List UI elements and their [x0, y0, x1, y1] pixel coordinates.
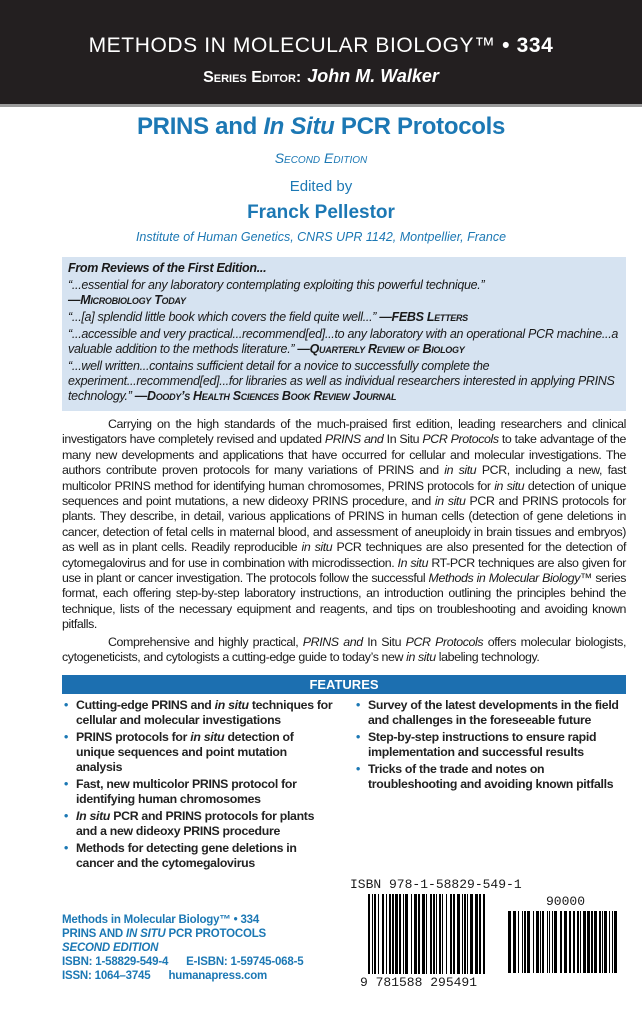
reviews-box [62, 257, 626, 411]
barcode-bar [583, 911, 586, 973]
text-segment: Carrying on the high standards of the much-praised first edition, leading researchers and clinical investigators have completely revised and updated [62, 417, 626, 447]
review-quote [68, 327, 620, 357]
text-segment: in situ [494, 478, 525, 493]
text-segment: PRINS and [302, 634, 363, 649]
text-segment: Comprehensive and highly practical, [108, 634, 303, 649]
text-segment: series format, each offering step-by-step laboratory instructions, an introduction outlining the principles behind the technique, lists of the necessary equipment and reagents, and tips on troubleshooting and avoiding known pitfalls. [62, 571, 626, 632]
barcode-bar [483, 894, 485, 974]
barcode-isbn: ISBN 978-1-58829-549-1 [350, 876, 522, 892]
features-left [62, 698, 334, 873]
text-segment: Fast, new multicolor PRINS protocol for identifying human chromosomes [76, 776, 297, 806]
review-quote [68, 278, 620, 308]
info-title [62, 927, 303, 941]
barcode-ean-digits: 9 781588 295491 [360, 974, 478, 990]
barcode-bar [399, 894, 401, 974]
barcode-bar [549, 911, 550, 973]
review-source: —FEBS Letters [379, 310, 468, 324]
barcode-bar [533, 911, 534, 973]
text-segment: offers molecular biologists, cytogeneticists, and cytologists a cutting-edge guide to today’s new [62, 634, 626, 665]
barcode-price-code: 90000 [546, 893, 586, 909]
info-issn: ISSN: 1064–3745 [62, 969, 151, 982]
book-title [0, 113, 642, 141]
barcode-bar [475, 894, 478, 974]
barcode-bar [599, 911, 601, 973]
barcode-bar [513, 911, 516, 973]
text-segment: Tricks of the trade and notes on troubleshooting and avoiding known pitfalls [368, 761, 614, 791]
series-title: METHODS IN MOLECULAR BIOLOGY™ [88, 34, 496, 57]
bottom-area [62, 877, 626, 993]
text-segment: PCR techniques are also presented for the detection of cytomegalovirus and for use in combination with microdissection. [62, 540, 626, 570]
barcode-bar [540, 911, 541, 973]
barcode-bar [389, 894, 391, 974]
barcode-bar [542, 911, 544, 973]
volume-editor: Franck Pellestor [247, 202, 395, 223]
text-segment: to take advantage of the many new developments and applications that have occurred for cellular and molecular investigations. The authors contribute proven protocols for many variations of PRINS and [62, 432, 626, 478]
text-segment: In situ [76, 808, 111, 823]
price-barcode [508, 911, 620, 973]
title-part: In Situ [263, 113, 335, 140]
features-lists [62, 698, 626, 873]
barcode-bar [594, 911, 597, 973]
title-part: PRINS and [136, 113, 264, 140]
text-segment: PCR Protocols [405, 634, 484, 649]
feature-item [354, 698, 626, 728]
text-segment: RT-PCR techniques are also given for use in plant or cancer investigation. The protocols follow the successful [62, 555, 626, 586]
series-editor-label: Series Editor: [203, 69, 302, 86]
barcode-bar [467, 894, 468, 974]
barcode-bar [439, 894, 441, 974]
series-editor-name: John M. Walker [307, 66, 439, 86]
barcode-bar [403, 894, 404, 974]
barcode-bar [587, 911, 590, 973]
barcode-bar [414, 894, 417, 974]
info-isbn: ISBN: 1-58829-549-4 [62, 955, 169, 968]
review-quote [68, 359, 620, 404]
text-segment: labeling technology. [435, 650, 540, 665]
features-heading: FEATURES [62, 675, 626, 694]
barcode-bar [382, 894, 384, 974]
barcode-bar [418, 894, 420, 974]
review-quote [68, 310, 620, 325]
barcode-bar [518, 911, 519, 973]
barcode-bar [573, 911, 575, 973]
barcode-block [346, 877, 626, 993]
barcode-bar [527, 911, 530, 973]
text-segment: techniques for cellular and molecular investigations [76, 697, 333, 727]
barcode-bar [462, 894, 463, 974]
info-eisbn: E-ISBN: 1-59745-068-5 [186, 955, 304, 968]
barcode-bar [374, 894, 376, 974]
barcode-bar [405, 894, 408, 974]
feature-item [62, 698, 334, 728]
edition: Second Edition [274, 150, 368, 166]
barcode-bar [422, 894, 425, 974]
reviews-heading: From Reviews of the First Edition... [68, 261, 267, 275]
barcode-bar [378, 894, 379, 974]
book-info [62, 913, 303, 983]
review-source: —Quarterly Review of Biology [297, 342, 465, 356]
text-segment: PCR, including a new, fast multicolor PRINS method for identifying human chromosomes, PRINS protocols for [62, 463, 626, 493]
barcode-bar [609, 911, 610, 973]
barcode-bar [430, 894, 432, 974]
info-title-part: PRINS AND [62, 927, 127, 940]
barcode-bar [479, 894, 481, 974]
volume-number: 334 [516, 34, 554, 57]
text-segment: Survey of the latest developments in the field and challenges in the foreseeable future [368, 697, 619, 727]
editor-affiliation: Institute of Human Genetics, CNRS UPR 1142, Montpellier, France [135, 230, 507, 244]
feature-item [354, 730, 626, 760]
title-part: PCR Protocols [334, 113, 506, 140]
text-segment: Cutting-edge PRINS and [76, 697, 215, 712]
review-text: “...accessible and very practical...recommend[ed]...to any laboratory with an operational PCR machine...a valuable addition to the methods literature.” [68, 327, 619, 356]
barcode-bar [536, 911, 539, 973]
barcode-bar [552, 911, 553, 973]
barcode-bar [436, 894, 437, 974]
description [62, 417, 626, 666]
barcode-bar [450, 894, 452, 974]
barcode-bar [433, 894, 435, 974]
barcode-bar [386, 894, 387, 974]
barcode-bar [604, 911, 607, 973]
review-text: “...essential for any laboratory contemplating exploiting this powerful technique.” [68, 278, 485, 292]
review-text: “...[a] splendid little book which covers the field quite well...” [68, 310, 377, 324]
barcode-bar [508, 911, 511, 973]
ean-barcode [368, 894, 488, 974]
text-segment: in situ [190, 729, 225, 744]
text-segment: PCR Protocols [422, 432, 499, 447]
text-segment: In Situ [383, 432, 423, 447]
text-segment: In situ [397, 555, 429, 570]
info-title-part: IN SITU [126, 927, 166, 940]
text-segment: in situ [444, 463, 477, 478]
barcode-bar [612, 911, 613, 973]
text-segment: detection of unique sequences and point mutation analysis [76, 729, 294, 774]
description-paragraph [62, 417, 626, 633]
barcode-bar [368, 894, 370, 974]
text-segment: Methods in Molecular Biology™ [428, 571, 593, 586]
features-right [354, 698, 626, 873]
review-source: —Microbiology Today [68, 293, 186, 307]
barcode-bar [580, 911, 581, 973]
info-edition: SECOND EDITION [62, 941, 159, 954]
cover-content [62, 257, 626, 993]
text-segment: detection of unique sequences and point mutations, a new dideoxy PRINS procedure, and [62, 478, 626, 509]
feature-item [62, 730, 334, 775]
feature-item [354, 762, 626, 792]
barcode-bar [564, 911, 567, 973]
text-segment: PRINS protocols for [76, 729, 191, 744]
barcode-bar [426, 894, 427, 974]
barcode-bar [372, 894, 373, 974]
series-name [0, 34, 642, 58]
barcode-bar [395, 894, 398, 974]
barcode-bar [524, 911, 526, 973]
series-separator: • [495, 34, 517, 57]
feature-item [62, 777, 334, 807]
barcode-bar [547, 911, 548, 973]
review-text: “...well written...contains sufficient detail for a novice to successfully complete the experiment...recommend[ed]...for libraries as well as individual researchers interested in applying PRINS technology.” [68, 359, 615, 403]
info-website: humanapress.com [168, 969, 268, 982]
text-segment: In Situ [362, 634, 406, 649]
series-editor [0, 66, 642, 87]
barcode-bar [560, 911, 562, 973]
barcode-bar [591, 911, 593, 973]
text-segment: PCR and PRINS protocols for plants and a new dideoxy PRINS procedure [76, 808, 315, 838]
barcode-bar [442, 894, 443, 974]
barcode-bar [569, 911, 571, 973]
feature-item [62, 841, 334, 871]
barcode-bar [554, 911, 557, 973]
barcode-bar [522, 911, 523, 973]
barcode-bar [464, 894, 466, 974]
barcode-bar [453, 894, 455, 974]
text-segment: Methods for detecting gene deletions in cancer and the cytomegalovirus [76, 840, 297, 870]
feature-item [62, 809, 334, 839]
barcode-bar [411, 894, 412, 974]
barcode-bar [457, 894, 460, 974]
text-segment: PCR and PRINS protocols for plants. They describe, in detail, various applications of PRINS in human cells (detection of gene deletions in cancer, detection of fetal cells in maternal blood, and assessment of aneuploidy in brain tissues and embryos) as well as in plant cells. Readily reproducible [62, 494, 626, 555]
review-source: —Doody’s Health Sciences Book Review Journal [134, 389, 397, 403]
series-header [0, 0, 642, 107]
barcode-bar [602, 911, 603, 973]
description-paragraph [62, 635, 626, 666]
text-segment: Step-by-step instructions to ensure rapid implementation and successful results [368, 729, 597, 759]
info-title-part: PCR PROTOCOLS [165, 927, 267, 940]
text-segment: in situ [434, 494, 466, 509]
barcode-bar [470, 894, 473, 974]
barcode-bar [577, 911, 579, 973]
barcode-bar [614, 911, 617, 973]
info-series: Methods in Molecular Biology™ • 334 [62, 913, 260, 926]
text-segment: in situ [214, 697, 249, 712]
text-segment: in situ [301, 540, 333, 555]
edited-by: Edited by [289, 178, 353, 195]
text-segment: in situ [406, 650, 436, 665]
barcode-bar [392, 894, 394, 974]
text-segment: PRINS and [324, 432, 384, 447]
barcode-bar [446, 894, 447, 974]
